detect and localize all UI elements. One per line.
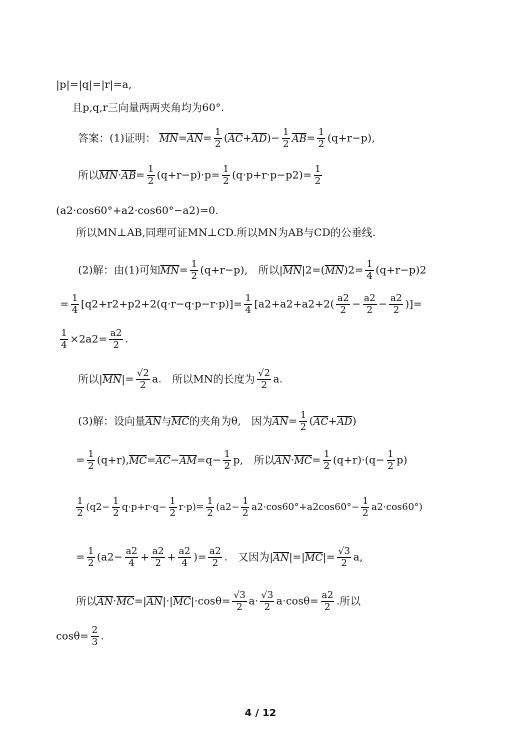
- text: .: [100, 630, 105, 643]
- text: a,: [353, 551, 363, 564]
- text: a.: [273, 373, 283, 386]
- text: ×2a2=: [70, 333, 108, 346]
- vector-ab: $\overline{AB}$: [291, 133, 307, 145]
- fraction: $\frac{√3}{2}$: [338, 546, 351, 569]
- fraction: $\frac{a2}{2}$: [321, 590, 334, 613]
- fraction: $\frac{a2}{2}$: [152, 546, 164, 569]
- text: (a2·cos60°+a2·cos60°−a2)=0.: [56, 205, 219, 217]
- fraction: $\frac{1}{2}$: [191, 259, 198, 282]
- text: 所以: [78, 169, 99, 182]
- fraction: $\frac{1}{2}$: [387, 449, 394, 472]
- text: [q2+r2+p2+2(q·r−q·p−r·p)]=: [80, 298, 243, 311]
- text: )−: [266, 132, 280, 145]
- text: +: [242, 132, 252, 145]
- fraction: $\frac{a2}{2}$: [209, 546, 222, 569]
- line-16: [56, 625, 104, 648]
- text: .: [124, 333, 129, 346]
- vector-an: $\overline{AN}$: [97, 596, 113, 608]
- vector-mc: $\overline{MC}$: [172, 596, 191, 608]
- text: (q+r−p), 所以|: [200, 264, 283, 277]
- text: =: [306, 132, 316, 145]
- line-3: [78, 127, 375, 150]
- text: (: [223, 132, 228, 145]
- text: =: [178, 132, 188, 145]
- fraction: $\frac{a2}{2}$: [390, 293, 403, 316]
- text: |=|: [288, 551, 305, 564]
- text: +: [328, 415, 338, 428]
- vector-mn: $\overline{MN}$: [160, 265, 180, 277]
- text: =: [135, 169, 145, 182]
- text: q·p+r·q−: [121, 502, 167, 513]
- vector-mc: $\overline{MC}$: [116, 596, 135, 608]
- fraction: $\frac{1}{4}$: [61, 328, 68, 351]
- text: (q+r),: [96, 454, 129, 467]
- line-12: [76, 449, 407, 472]
- vector-ac: $\overline{AC}$: [227, 133, 243, 145]
- text: =|: [134, 595, 147, 608]
- fraction: $\frac{1}{2}$: [323, 449, 330, 472]
- text: =: [203, 132, 212, 145]
- text: |·|: [162, 595, 173, 608]
- text: |·cosθ=: [190, 595, 231, 608]
- line-5: [56, 204, 219, 218]
- text: =: [179, 264, 189, 277]
- fraction: $\frac{2}{3}$: [91, 625, 98, 648]
- vector-ab: $\overline{AB}$: [121, 170, 136, 182]
- text: .所以: [336, 595, 361, 608]
- text: (2)解：由(1)可知: [78, 264, 161, 277]
- text: (q+r−p)2: [375, 264, 427, 277]
- fraction: $\frac{1}{2}$: [318, 127, 325, 150]
- vector-ad: $\overline{AD}$: [337, 416, 353, 428]
- text: (q+r−p)·p=: [156, 169, 220, 182]
- vector-mn: $\overline{MN}$: [99, 170, 118, 182]
- fraction: $\frac{1}{2}$: [112, 496, 119, 519]
- vector-ac: $\overline{AC}$: [313, 416, 329, 428]
- text: p): [396, 454, 408, 467]
- fraction: $\frac{√3}{2}$: [261, 590, 274, 613]
- vector-mn: $\overline{MN}$: [102, 374, 122, 386]
- text: ·: [290, 454, 295, 467]
- text: +: [166, 551, 176, 564]
- line-15: [76, 590, 361, 613]
- text: 所以MN⊥AB,同理可证MN⊥CD.所以MN为AB与CD的公垂线.: [76, 227, 376, 239]
- text: |2=(: [301, 264, 325, 277]
- fraction: $\frac{√2}{2}$: [258, 368, 271, 391]
- text: (3)解：设向量: [78, 415, 146, 428]
- line-8: [60, 293, 422, 316]
- fraction: $\frac{1}{2}$: [77, 496, 84, 519]
- vector-mc: $\overline{MC}$: [294, 455, 312, 467]
- vector-mc: $\overline{MC}$: [128, 455, 147, 467]
- text: 答案：(1)证明：: [78, 132, 156, 145]
- vector-an: $\overline{AN}$: [273, 552, 289, 564]
- text: . 又因为|: [224, 551, 273, 564]
- text: a2·cos60°): [371, 502, 423, 513]
- fraction: $\frac{1}{2}$: [242, 496, 249, 519]
- page-number: 4 / 12: [244, 708, 277, 719]
- text: a·: [248, 595, 259, 608]
- line-11: [78, 410, 356, 433]
- fraction: $\frac{1}{2}$: [147, 164, 154, 187]
- fraction: $\frac{1}{4}$: [71, 293, 78, 316]
- fraction: $\frac{1}{2}$: [224, 449, 231, 472]
- vector-mc: $\overline{MC}$: [304, 552, 323, 564]
- text: 的夹角为θ, 因为: [189, 415, 273, 428]
- text: (q2−: [86, 502, 110, 513]
- text: ): [352, 415, 357, 428]
- text: a. 所以MN的长度为: [152, 373, 256, 386]
- line-7: [78, 259, 426, 282]
- text: −: [170, 454, 180, 467]
- vector-an: $\overline{AN}$: [145, 416, 162, 428]
- vector-ad: $\overline{AD}$: [251, 133, 267, 145]
- fraction: $\frac{1}{2}$: [214, 127, 221, 150]
- line-14: [76, 546, 363, 569]
- fraction: $\frac{1}{2}$: [300, 410, 307, 433]
- vector-mc: $\overline{MC}$: [171, 416, 190, 428]
- vector-an: $\overline{AN}$: [146, 596, 163, 608]
- vector-mn: $\overline{MN}$: [324, 265, 344, 277]
- text: r·p)=: [178, 502, 204, 513]
- line-9: [58, 328, 128, 351]
- text: 所以: [76, 595, 97, 608]
- fraction: $\frac{1}{4}$: [245, 293, 252, 316]
- text: a·cosθ=: [276, 595, 319, 608]
- fraction: $\frac{1}{2}$: [362, 496, 369, 519]
- text: ·: [112, 595, 117, 608]
- fraction: $\frac{1}{4}$: [366, 259, 373, 282]
- text: )]=: [405, 298, 423, 311]
- fraction: $\frac{1}{2}$: [282, 127, 289, 150]
- fraction: $\frac{1}{2}$: [222, 164, 229, 187]
- fraction: $\frac{√2}{2}$: [136, 368, 149, 391]
- fraction: $\frac{1}{2}$: [169, 496, 176, 519]
- vector-mn: $\overline{MN}$: [159, 133, 179, 145]
- text: (: [309, 415, 314, 428]
- vector-ac: $\overline{AC}$: [155, 455, 171, 467]
- text: =: [146, 454, 156, 467]
- text: 所以|: [78, 373, 103, 386]
- text: (q+r−p),: [327, 132, 375, 145]
- fraction: $\frac{1}{2}$: [314, 164, 321, 187]
- text: a2·cos60°+a2cos60°−: [251, 502, 360, 513]
- text: =: [288, 415, 298, 428]
- text: =: [76, 454, 85, 467]
- line-13: [74, 496, 423, 519]
- fraction: $\frac{a2}{2}$: [337, 293, 350, 316]
- vector-an: $\overline{AN}$: [274, 455, 291, 467]
- text: 与: [161, 416, 172, 428]
- line-6: [76, 226, 376, 240]
- text: −: [378, 298, 388, 311]
- text: (q·p+r·p−p2)=: [231, 169, 312, 182]
- vector-an: $\overline{AN}$: [272, 416, 289, 428]
- vector-mn: $\overline{MN}$: [282, 265, 302, 277]
- fraction: $\frac{a2}{4}$: [125, 546, 138, 569]
- text: cosθ=: [56, 630, 89, 643]
- text: +: [140, 551, 150, 564]
- text: −: [352, 298, 361, 311]
- text: p, 所以: [233, 454, 275, 467]
- text: )=: [193, 551, 207, 564]
- fraction: $\frac{a2}{4}$: [178, 546, 191, 569]
- text: 且p,q,r三向量两两夹角均为60°.: [72, 102, 225, 114]
- text: |=: [322, 551, 336, 564]
- text: =: [311, 454, 321, 467]
- text: |=: [121, 373, 134, 386]
- text: =q−: [196, 454, 222, 467]
- fraction: $\frac{a2}{2}$: [110, 328, 122, 351]
- text: )2=: [343, 264, 364, 277]
- vector-am: $\overline{AM}$: [179, 455, 197, 467]
- text: [a2+a2+a2+2(: [254, 298, 335, 311]
- line-10: [78, 368, 283, 391]
- text: (q+r)·(q−: [332, 454, 385, 467]
- text: |p|=|q|=|r|=a,: [56, 79, 132, 91]
- fraction: $\frac{1}{2}$: [207, 496, 214, 519]
- vector-an: $\overline{AN}$: [187, 133, 204, 145]
- text: ·: [118, 169, 122, 182]
- line-2: [72, 101, 224, 115]
- text: (a2−: [96, 551, 123, 564]
- fraction: $\frac{1}{2}$: [87, 546, 94, 569]
- line-4: [78, 164, 324, 187]
- fraction: $\frac{1}{2}$: [87, 449, 94, 472]
- fraction: $\frac{√3}{2}$: [233, 590, 246, 613]
- fraction: $\frac{a2}{2}$: [363, 293, 376, 316]
- text: =: [76, 551, 85, 564]
- text: (a2−: [216, 502, 240, 513]
- text: =: [60, 298, 69, 311]
- line-1: [56, 78, 132, 92]
